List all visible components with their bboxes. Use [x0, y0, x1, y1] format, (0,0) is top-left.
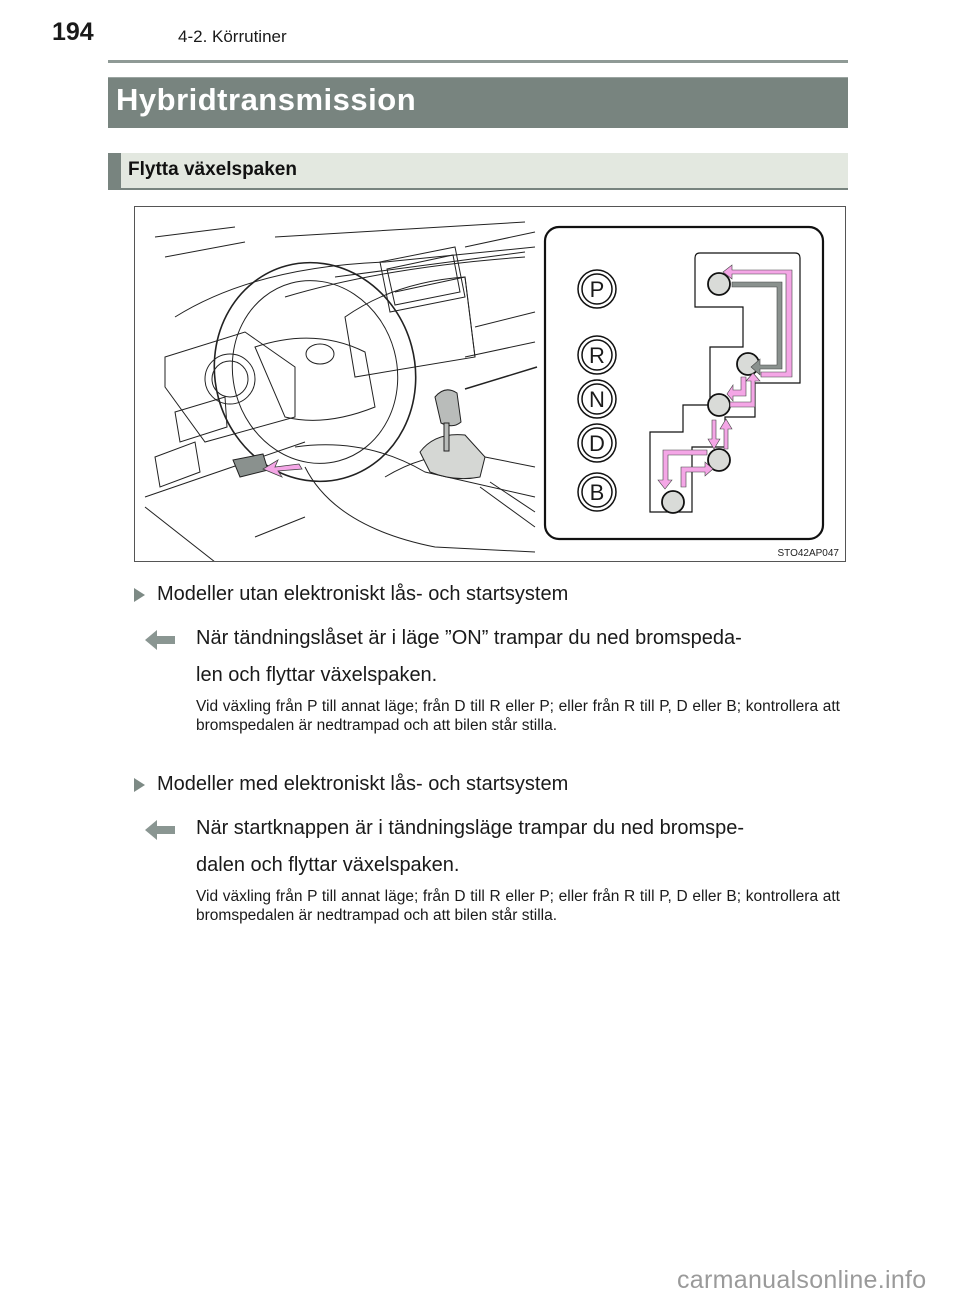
bullet-item — [130, 583, 568, 606]
step-line-2: dalen och flyttar växelspaken. — [196, 854, 460, 876]
page-number: 194 — [52, 18, 94, 46]
gate-label-p: P — [589, 277, 605, 302]
gate-label-n: N — [589, 387, 605, 412]
step-arrow-icon — [143, 628, 177, 652]
watermark: carmanualsonline.info — [677, 1266, 927, 1294]
chapter-title: 4-2. Körrutiner — [178, 27, 287, 46]
header-divider — [108, 60, 848, 63]
step-arrow-icon — [143, 818, 177, 842]
triangle-bullet-icon — [134, 778, 145, 792]
step-line-1: När startknappen är i tändningsläge trampar du ned bromspe- — [196, 817, 745, 839]
subsection-title-bar — [108, 153, 848, 190]
note-text: Vid växling från P till annat läge; från D till R eller P; eller från R till P, D eller B; kontrollera att bromspedalen är nedtrampad och att bilen står stilla. — [196, 888, 840, 924]
step-text — [196, 810, 840, 884]
gate-label-b: B — [589, 480, 605, 505]
section-title: Hybridtransmission — [116, 82, 417, 117]
figure-code: STO42AP047 — [777, 548, 839, 559]
gate-label-r: R — [589, 343, 605, 368]
step-text — [196, 620, 840, 694]
bullet-item — [130, 773, 568, 796]
step-line-1: När tändningslåset är i läge ”ON” trampar du ned bromspeda- — [196, 627, 742, 649]
triangle-bullet-icon — [134, 588, 145, 602]
subsection-accent — [108, 153, 121, 188]
bullet-text: Modeller med elektroniskt lås- och startsystem — [157, 773, 569, 795]
car-interior-drawing — [135, 207, 846, 562]
bullet-text: Modeller utan elektroniskt lås- och startsystem — [157, 583, 569, 605]
step-line-2: len och flyttar växelspaken. — [196, 664, 438, 686]
section-title-bar — [108, 77, 848, 128]
shift-lever-illustration — [134, 206, 846, 562]
note-text: Vid växling från P till annat läge; från D till R eller P; eller från R till P, D eller B; kontrollera att bromspedalen är nedtrampad och att bilen står stilla. — [196, 698, 840, 734]
subsection-title: Flytta växelspaken — [128, 159, 297, 180]
gate-label-d: D — [589, 431, 605, 456]
